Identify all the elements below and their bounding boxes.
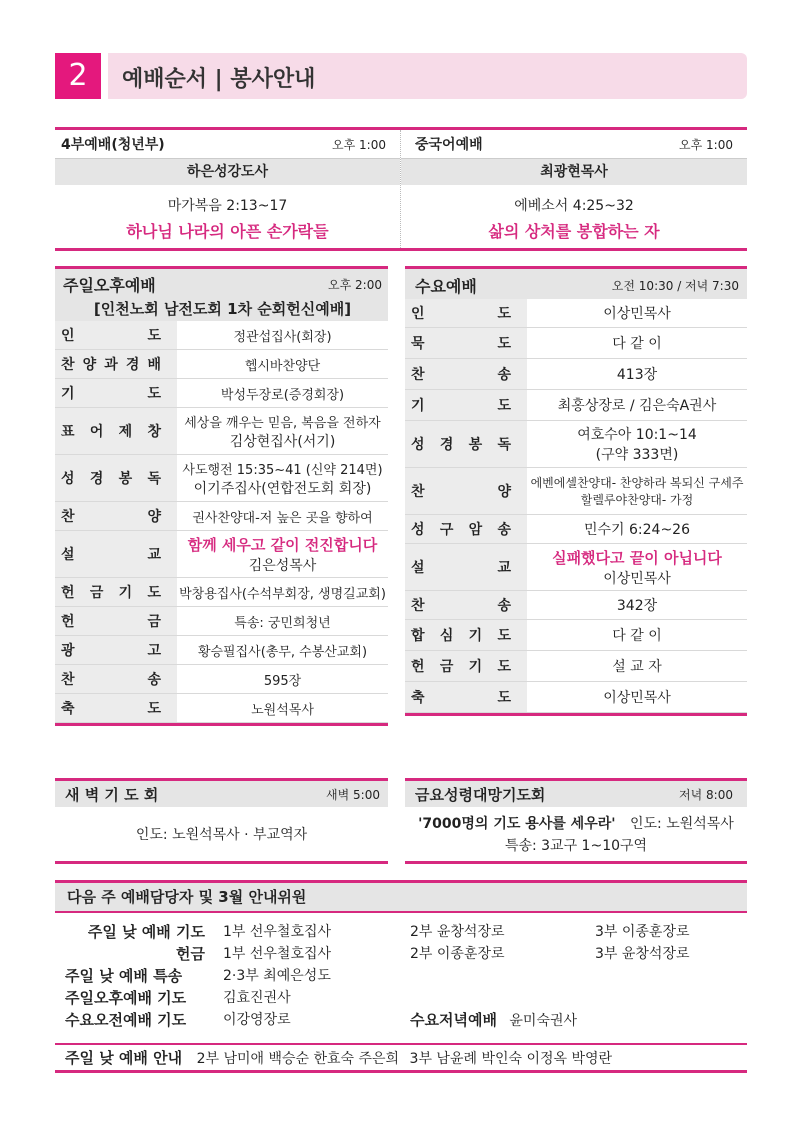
row-label	[55, 408, 177, 455]
table-row	[405, 299, 747, 328]
sunday-pm-subtitle: [인천노회 남전도회 1차 순회헌신예배]	[93, 300, 352, 318]
row-label	[405, 468, 527, 515]
label-char: 축	[411, 690, 425, 706]
row-label	[55, 379, 177, 408]
wednesday-table	[405, 299, 747, 713]
row-label	[405, 359, 527, 390]
row-value-line1: 민수기 6:24~26	[583, 522, 690, 538]
row-value-line2: 할렐루야찬양대- 가정	[580, 493, 694, 507]
row-value-line1: 헵시바찬양단	[244, 358, 321, 374]
row-value-line1: 342장	[616, 598, 658, 614]
row-value-line1: 설 교 자	[612, 659, 662, 675]
youth-service-title: 4부예배(청년부)	[61, 137, 165, 153]
row-value-line1: 에벤에셀찬양대- 찬양하라 복되신 구세주	[530, 476, 744, 490]
pm-prayer-c1: 김효진권사	[223, 990, 291, 1006]
chinese-service-scripture: 에베소서 4:25~32	[514, 198, 634, 214]
row-value-line1: 특송: 궁민희청년	[234, 615, 331, 631]
table-row	[55, 531, 388, 578]
row-value-line1: 최홍상장로 / 김은숙A권사	[557, 398, 717, 414]
table-row	[405, 328, 747, 359]
pm-prayer-label: 주일오후예배 기도	[65, 989, 187, 1007]
label-char: 성	[411, 522, 425, 538]
table-row	[405, 682, 747, 713]
row-label	[55, 350, 177, 379]
row-value-line1: 황승필집사(총무, 수봉산교회)	[197, 644, 368, 660]
youth-service-scripture: 마가복음 2:13~17	[167, 198, 288, 214]
youth-service	[55, 130, 401, 248]
table-row	[55, 455, 388, 502]
row-value	[527, 299, 747, 328]
row-value-line1: 여호수아 10:1~14	[577, 427, 697, 443]
label-char: 교	[497, 560, 511, 576]
special-c1: 2·3부 최예은성도	[223, 968, 331, 984]
friday-prayer-title: 금요성령대망기도회	[415, 785, 546, 804]
label-char: 찬	[61, 357, 75, 373]
label-char: 경	[439, 437, 454, 453]
label-char: 금	[439, 659, 454, 675]
label-char: 축	[61, 701, 75, 717]
row-value-line1: 박성두장로(증경회장)	[220, 387, 345, 403]
wednesday-service	[405, 266, 747, 716]
label-char: 어	[89, 424, 104, 440]
table-row	[405, 544, 747, 591]
wed-am-c1: 이강영장로	[223, 1012, 291, 1028]
row-value	[177, 665, 388, 694]
label-char: 봉	[118, 471, 133, 487]
row-value-line1: 이상민목사	[603, 306, 671, 322]
row-value	[527, 359, 747, 390]
label-char: 심	[439, 628, 454, 644]
row-value	[527, 651, 747, 682]
row-value-line1: 실패했다고 끝이 아닙니다	[552, 548, 722, 567]
row-value	[527, 591, 747, 620]
row-value	[177, 607, 388, 636]
prayer-label: 주일 낮 예배 기도	[87, 923, 205, 941]
row-label	[55, 531, 177, 578]
table-row	[405, 421, 747, 468]
row-value-line1: 다 같 이	[612, 336, 662, 352]
label-char: 송	[497, 598, 511, 614]
label-char: 기	[411, 398, 425, 414]
row-value-line1: 정관섭집사(회장)	[233, 329, 332, 345]
friday-prayer	[405, 778, 747, 864]
table-row	[55, 502, 388, 531]
special-label: 주일 낮 예배 특송	[65, 967, 183, 985]
section-number: 2	[55, 53, 101, 99]
row-value-line1: 노원석목사	[251, 702, 314, 718]
table-row	[405, 651, 747, 682]
row-value-line1: 박창용집사(수석부회장, 생명길교회)	[179, 586, 386, 602]
label-char: 성	[411, 437, 425, 453]
row-value-line2: 이상민목사	[603, 570, 671, 587]
sunday-pm-service	[55, 266, 388, 726]
row-value	[177, 578, 388, 607]
guide-c2: 3부 남윤례 박인숙 이정옥 박영란	[409, 1051, 613, 1067]
label-char: 설	[61, 547, 75, 563]
table-row	[55, 607, 388, 636]
dawn-prayer-title: 새 벽 기 도 회	[65, 785, 159, 804]
row-value	[177, 455, 388, 502]
label-char: 도	[497, 336, 511, 352]
row-value	[177, 502, 388, 531]
chinese-service-leader: 최광현목사	[401, 159, 747, 185]
wednesday-time: 오전 10:30 / 저녁 7:30	[611, 278, 739, 293]
table-row	[55, 665, 388, 694]
label-char: 교	[147, 547, 161, 563]
row-value-line2: 이기주집사(연합전도회 회장)	[193, 480, 372, 497]
label-char: 금	[147, 614, 161, 630]
friday-prayer-theme: '7000명의 기도 용사를 세우라'	[418, 816, 616, 832]
friday-prayer-time: 저녁 8:00	[679, 787, 733, 802]
label-char: 암	[468, 522, 483, 538]
label-char: 도	[497, 306, 511, 322]
row-label	[55, 607, 177, 636]
row-value	[177, 636, 388, 665]
table-row	[55, 321, 388, 350]
sunday-pm-time: 오후 2:00	[328, 278, 382, 292]
row-value	[527, 515, 747, 544]
table-row	[405, 591, 747, 620]
label-char: 구	[439, 522, 454, 538]
youth-service-leader: 하은성강도사	[55, 159, 400, 185]
row-value	[177, 531, 388, 578]
guide-label: 주일 낮 예배 안내	[65, 1049, 183, 1067]
sunday-pm-table	[55, 321, 388, 723]
label-char: 성	[61, 471, 75, 487]
label-char: 과	[104, 357, 118, 373]
label-char: 양	[82, 357, 97, 373]
row-label	[55, 636, 177, 665]
wed-pm-c2: 윤미숙권사	[509, 1013, 578, 1029]
prayer-c3: 3부 이종훈장로	[595, 924, 690, 940]
label-char: 봉	[468, 437, 483, 453]
row-value	[527, 468, 747, 515]
chinese-service-sermon: 삶의 상처를 봉합하는 자	[488, 222, 660, 241]
row-value-line1: 413장	[616, 367, 658, 383]
table-row	[405, 359, 747, 390]
row-label	[405, 651, 527, 682]
row-value-line1: 595장	[263, 673, 302, 689]
page-title: 예배순서 | 봉사안내	[122, 67, 316, 92]
label-char: 찬	[411, 367, 425, 383]
label-char: 창	[147, 424, 161, 440]
row-label	[55, 455, 177, 502]
row-label	[405, 515, 527, 544]
wed-pm-label: 수요저녁예배	[410, 1011, 497, 1029]
table-row	[405, 620, 747, 651]
dawn-prayer-time: 새벽 5:00	[326, 787, 380, 802]
label-char: 도	[497, 398, 511, 414]
label-char: 표	[61, 424, 75, 440]
row-label	[405, 299, 527, 328]
table-row	[55, 636, 388, 665]
row-label	[55, 694, 177, 723]
youth-service-time: 오후 1:00	[332, 137, 386, 152]
row-label	[55, 502, 177, 531]
label-char: 광	[61, 643, 75, 659]
label-char: 경	[125, 357, 140, 373]
label-char: 경	[89, 471, 104, 487]
row-label	[405, 682, 527, 713]
row-value	[527, 421, 747, 468]
chinese-service	[401, 130, 747, 248]
label-char: 기	[468, 659, 483, 675]
row-label	[405, 421, 527, 468]
row-value-line1: 다 같 이	[612, 628, 662, 644]
label-char: 송	[497, 367, 511, 383]
label-char: 찬	[61, 509, 75, 525]
row-value	[527, 390, 747, 421]
label-char: 도	[497, 628, 511, 644]
row-label	[55, 665, 177, 694]
row-label	[405, 390, 527, 421]
label-char: 송	[147, 672, 161, 688]
row-value-line1: 함께 세우고 같이 전진합니다	[187, 535, 378, 554]
label-char: 인	[411, 306, 425, 322]
row-label	[405, 591, 527, 620]
table-row	[55, 694, 388, 723]
label-char: 독	[497, 437, 511, 453]
table-row	[405, 468, 747, 515]
label-char: 도	[497, 659, 511, 675]
row-value	[527, 620, 747, 651]
row-value-line1: 권사찬양대-저 높은 곳을 향하여	[192, 510, 373, 526]
table-row	[405, 515, 747, 544]
offering-c3: 3부 윤창석장로	[595, 946, 690, 962]
row-label	[55, 321, 177, 350]
label-char: 찬	[411, 484, 425, 500]
friday-prayer-special: 특송: 3교구 1~10구역	[504, 838, 648, 854]
label-char: 헌	[61, 585, 75, 601]
row-value	[527, 544, 747, 591]
table-row	[55, 408, 388, 455]
row-value-line2: (구약 333면)	[595, 447, 679, 463]
dawn-prayer-text: 인도: 노원석목사 · 부교역자	[135, 827, 308, 843]
label-char: 양	[147, 509, 161, 525]
top-services	[55, 127, 747, 251]
row-value-line1: 사도행전 15:35~41 (신약 214면)	[182, 462, 383, 478]
friday-prayer-leader: 인도: 노원석목사	[630, 816, 734, 832]
dawn-prayer	[55, 778, 388, 864]
row-value	[177, 408, 388, 455]
table-row	[405, 390, 747, 421]
label-char: 찬	[411, 598, 425, 614]
youth-service-sermon: 하나님 나라의 아픈 손가락들	[126, 222, 329, 241]
label-char: 금	[89, 585, 104, 601]
prayer-c2: 2부 윤창석장로	[410, 924, 505, 940]
label-char: 배	[147, 357, 161, 373]
guide-c1: 2부 남미애 백승순 한효숙 주은희	[196, 1051, 400, 1067]
prayer-c1: 1부 선우철호집사	[223, 924, 332, 940]
label-char: 도	[497, 690, 511, 706]
wednesday-title: 수요예배	[415, 276, 477, 296]
next-week-title: 다음 주 예배담당자 및 3월 안내위원	[55, 883, 747, 913]
label-char: 도	[147, 585, 161, 601]
next-week-duty	[55, 880, 747, 1073]
table-row	[55, 578, 388, 607]
label-char: 찬	[61, 672, 75, 688]
label-char: 인	[61, 328, 75, 344]
chinese-service-time: 오후 1:00	[679, 137, 733, 152]
label-char: 설	[411, 560, 425, 576]
label-char: 고	[147, 643, 161, 659]
row-label	[55, 578, 177, 607]
label-char: 묵	[411, 336, 425, 352]
chinese-service-title: 중국어예배	[415, 137, 483, 153]
label-char: 기	[118, 585, 133, 601]
label-char: 도	[147, 386, 161, 402]
table-row	[55, 379, 388, 408]
row-value	[177, 379, 388, 408]
row-value	[177, 694, 388, 723]
wed-am-label: 수요오전예배 기도	[65, 1011, 187, 1029]
offering-c1: 1부 선우철호집사	[223, 946, 332, 962]
row-value-line2: 김상현집사(서기)	[229, 433, 336, 450]
row-value-line1: 세상을 깨우는 믿음, 복음을 전하자	[184, 415, 381, 431]
offering-c2: 2부 이종훈장로	[410, 946, 505, 962]
label-char: 합	[411, 628, 425, 644]
label-char: 기	[468, 628, 483, 644]
offering-label: 헌금	[176, 945, 205, 963]
label-char: 송	[497, 522, 511, 538]
row-value	[527, 682, 747, 713]
row-value-line2: 김은성목사	[248, 557, 317, 574]
row-value-line1: 이상민목사	[603, 690, 671, 706]
label-char: 양	[497, 484, 511, 500]
label-char: 도	[147, 328, 161, 344]
row-label	[405, 544, 527, 591]
label-char: 독	[147, 471, 161, 487]
sunday-pm-title: 주일오후예배	[63, 276, 156, 295]
label-char: 헌	[411, 659, 425, 675]
label-char: 제	[118, 424, 133, 440]
row-label	[405, 620, 527, 651]
label-char: 도	[147, 701, 161, 717]
row-label	[405, 328, 527, 359]
table-row	[55, 350, 388, 379]
row-value	[527, 328, 747, 359]
row-value	[177, 350, 388, 379]
label-char: 기	[61, 386, 75, 402]
label-char: 헌	[61, 614, 75, 630]
row-value	[177, 321, 388, 350]
